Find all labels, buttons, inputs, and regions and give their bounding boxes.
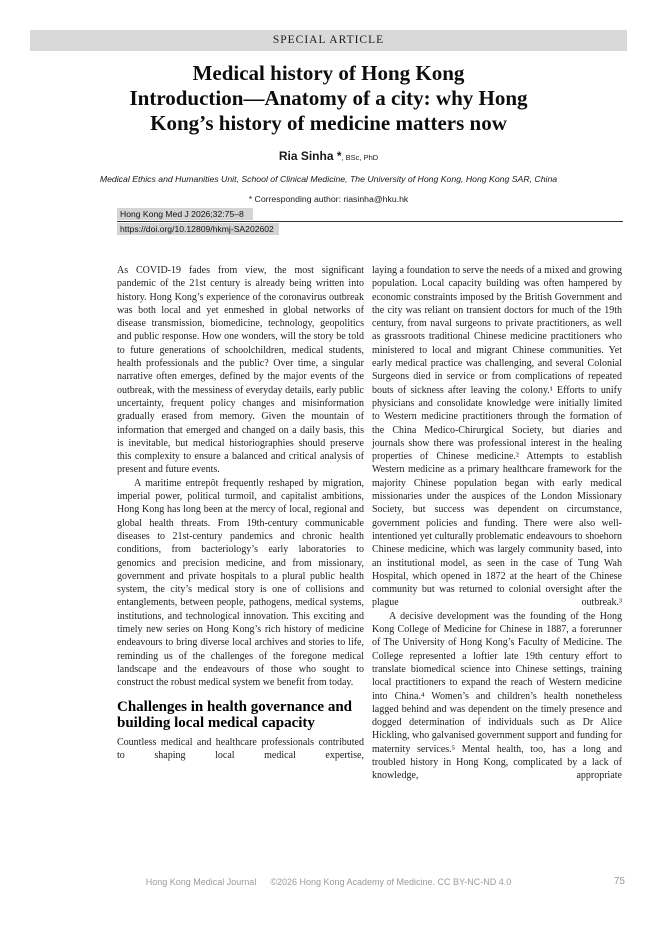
author-line bbox=[0, 147, 657, 165]
article-title-line: Kong’s history of medicine matters now bbox=[150, 111, 507, 135]
article-type-label: SPECIAL ARTICLE bbox=[272, 34, 385, 46]
page-footer bbox=[0, 877, 657, 887]
citation-doi-row bbox=[117, 223, 623, 235]
body-column-right bbox=[372, 264, 622, 783]
article-title-line: Medical history of Hong Kong bbox=[192, 61, 465, 85]
citation-journal-ref: Hong Kong Med J 2026;32:75–8 bbox=[117, 208, 253, 220]
body-paragraph: A maritime entrepôt frequently reshaped by migration, imperial power, political turmoil, and capitalist ambitions, Hong Kong has long been at the mercy of local, regional and global health threats. From 19th-century communicable diseases to 21st-century pandemics and chronic health conditions, from bacteriology’s early laboratories to genomics and precision medicine, and from missionary, government and private hospitals to a plural public health system, the city’s medical story is one of collisions and entanglements, between people, pathogens, medical systems, institutions, and technological innovation. This exciting and timely new series on Hong Kong’s rich history of medicine endeavours to bring diverse local archives and stories to life, reminding us of the challenges of the foregone medical landscape and the endeavours of those who sought to construct the robust medical system we benefit from today. bbox=[117, 477, 364, 689]
body-paragraph: laying a foundation to serve the needs of a mixed and growing population. Local capacity building was often hampered by economic constraints imposed by the British Government and the city was reliant on transient doctors for much of the 19th century, from naval surgeons to private practitioners, as well as grassroots traditional Chinese medicine practitioners who ministered to local and migrant Chinese communities. Yet early medical practice was challenging, and several Colonial Surgeons died in service or from complications of repeated bouts of sickness after leaving the colony.¹ Efforts to unify physicians and consolidate knowledge were initially limited to Western medicine practitioners through the formation of the China Medico-Chirurgical Society, but diaries and journals show there was professional interest in the healing properties of Chinese medicine.² Attempts to establish Western medicine as a primary healthcare framework for the majority Chinese population began with early medical missionaries under the auspices of the London Missionary Society, but success was dependent on circumstance, government policies and funding. There were also well-intentioned yet culturally problematic endeavours to shoehorn Chinese medicine, which was largely community based, into an institutional model, as seen in the case of Tung Wah Hospital, which opened in 1872 at the heart of the Chinese community but was returned to colonial oversight after the plague outbreak.³ bbox=[372, 265, 622, 609]
page-number: 75 bbox=[613, 876, 625, 887]
body-paragraph: Countless medical and healthcare professionals contributed to shaping local medical expertise, bbox=[117, 736, 364, 761]
citation-journal-row bbox=[117, 208, 623, 222]
article-type-banner bbox=[30, 30, 627, 51]
body-column-left bbox=[117, 264, 364, 762]
citation-box bbox=[117, 208, 623, 235]
article-title bbox=[40, 61, 617, 136]
doi-link[interactable]: https://doi.org/10.12809/hkmj-SA202602 bbox=[117, 223, 279, 235]
author-name: Ria Sinha * bbox=[278, 149, 342, 163]
author-degrees: , BSc, PhD bbox=[341, 153, 379, 162]
corresponding-author-line[interactable]: * Corresponding author: riasinha@hku.hk bbox=[248, 194, 409, 204]
article-title-line: Introduction—Anatomy of a city: why Hong bbox=[129, 86, 528, 110]
body-paragraph: As COVID-19 fades from view, the most significant pandemic of the 21st century is already being written into history. Hong Kong’s experience of the coronavirus outbreak was both local and yet enmeshed in global networks of disease transmission, biomedicine, technology, geopolitics and public response. How one wonders, will the story be told to future generations of schoolchildren, medical students, health professionals and the public? Over time, a singular narrative often emerges, defined by the major events of the outbreak, with the messiness of everyday details, early public uncertainty, frequent policy changes and misinformation gradually erased from memory. Given the mountain of information that emerged and changed on a daily basis, this is inevitable, but medical historiographies should preserve this complexity to ensure a balanced and critical analysis of present and future events. bbox=[117, 265, 364, 476]
footer-copyright: ©2026 Hong Kong Academy of Medicine. CC BY-NC-ND 4.0 bbox=[270, 877, 512, 887]
body-paragraph: A decisive development was the founding of the Hong Kong College of Medicine for Chinese in 1887, a forerunner of The University of Hong Kong’s Faculty of Medicine. The College represented a loftier late 19th century effort to translate biomedical science into Chinese settings, training local practitioners to expand the reach of Western medicine into China.⁴ Women’s and children’s health nonetheless lagged behind and was dependent on the timely presence and dogged determination of individuals such as Dr Alice Hickling, who galvanised government support and funding for maternity services.⁵ Mental health, too, has a long and troubled history in Hong Kong, complicated by a lack of knowledge, appropriate bbox=[372, 610, 622, 782]
footer-journal-name: Hong Kong Medical Journal bbox=[145, 877, 257, 887]
author-affiliation: Medical Ethics and Humanities Unit, School of Clinical Medicine, The University of Hong Kong, Hong Kong SAR, China bbox=[99, 174, 558, 184]
section-heading: Challenges in health governance and building local medical capacity bbox=[117, 698, 353, 731]
